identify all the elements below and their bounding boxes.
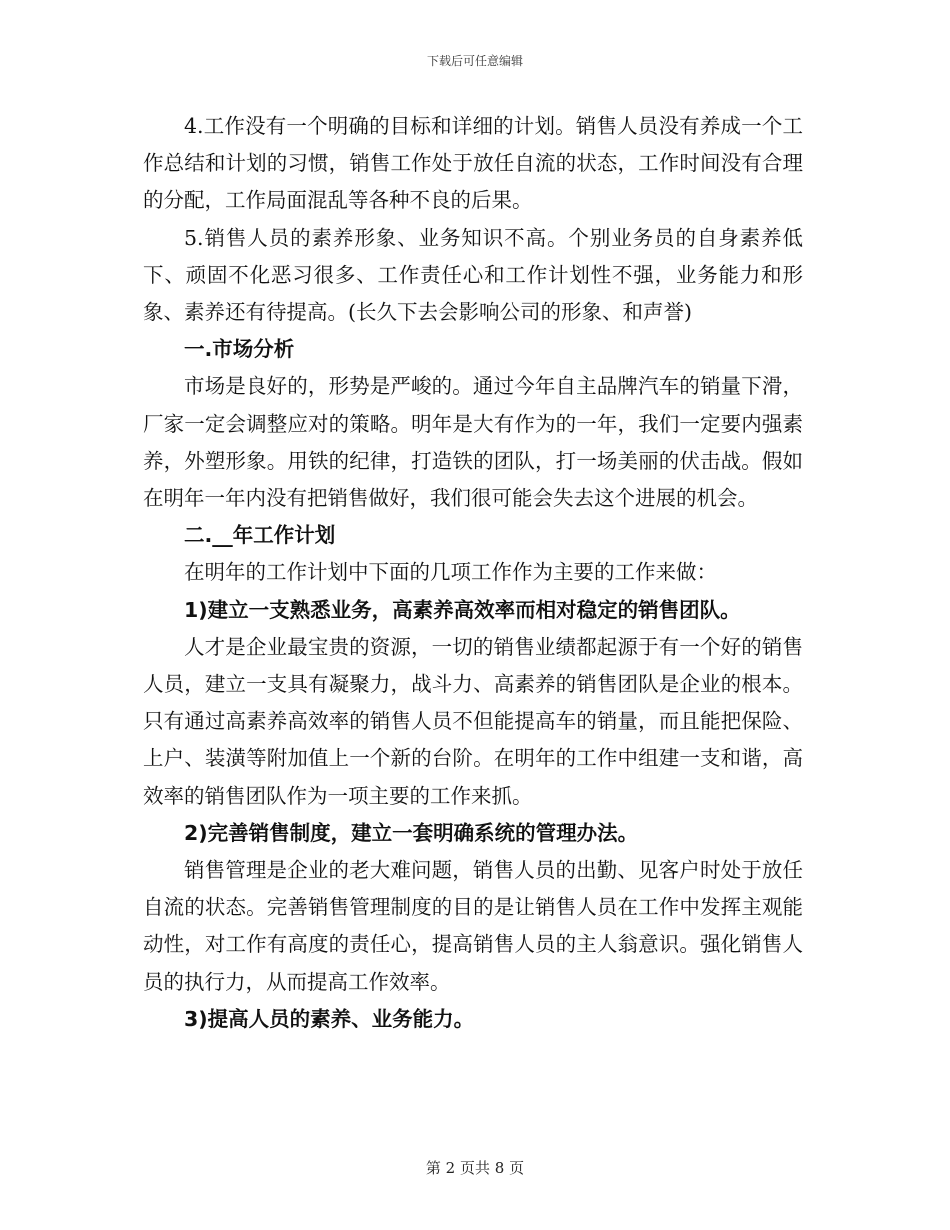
paragraph-5: 5.销售人员的素养形象、业务知识不高。个别业务员的自身素养低下、顽固不化恶习很多、工作责任心和工作计划性不强，业务能力和形象、素养还有待提高。(长久下去会影响公司的形象、和声誉) <box>143 225 803 325</box>
paragraph-sales-system: 销售管理是企业的老大难问题，销售人员的出勤、见客户时处于放任自流的状态。完善销售管理制度的目的是让销售人员在工作中发挥主观能动性，对工作有高度的责任心，提高销售人员的主人翁意识。强化销售人员的执行力，从而提高工作效率。 <box>143 858 803 994</box>
subheading-sales-system: 2)完善销售制度，建立一套明确系统的管理办法。 <box>184 820 639 845</box>
subheading-sales-team: 1)建立一支熟悉业务，高素养高效率而相对稳定的销售团队。 <box>184 597 741 622</box>
document-body <box>143 108 803 1038</box>
page-header: 下载后可任意编辑 <box>426 54 523 68</box>
paragraph-market-analysis: 市场是良好的，形势是严峻的。通过今年自主品牌汽车的销量下滑，厂家一定会调整应对的策略。明年是大有作为的一年，我们一定要内强素养，外塑形象。用铁的纪律，打造铁的团队，打一场美丽的伏击战。假如在明年一年内没有把销售做好，我们很可能会失去这个进展的机会。 <box>143 374 803 511</box>
paragraph-4: 4.工作没有一个明确的目标和详细的计划。销售人员没有养成一个工作总结和计划的习惯，销售工作处于放任自流的状态，工作时间没有合理的分配，工作局面混乱等各种不良的后果。 <box>143 114 803 213</box>
subheading-improve-skills: 3)提高人员的素养、业务能力。 <box>184 1006 475 1031</box>
paragraph-sales-team: 人才是企业最宝贵的资源，一切的销售业绩都起源于有一个好的销售人员，建立一支具有凝聚力，战斗力、高素养的销售团队是企业的根本。只有通过高素养高效率的销售人员不但能提高车的销量，而且能把保险、上户、装潢等附加值上一个新的台阶。在明年的工作中组建一支和谐，高效率的销售团队作为一项主要的工作来抓。 <box>143 634 803 808</box>
page-footer: 第 2 页共 8 页 <box>425 1159 525 1177</box>
paragraph-work-plan-intro: 在明年的工作计划中下面的几项工作作为主要的工作来做： <box>184 560 717 585</box>
section-heading-market-analysis: 一.市场分析 <box>184 337 295 362</box>
section-heading-work-plan: 二.__年工作计划 <box>184 523 336 548</box>
